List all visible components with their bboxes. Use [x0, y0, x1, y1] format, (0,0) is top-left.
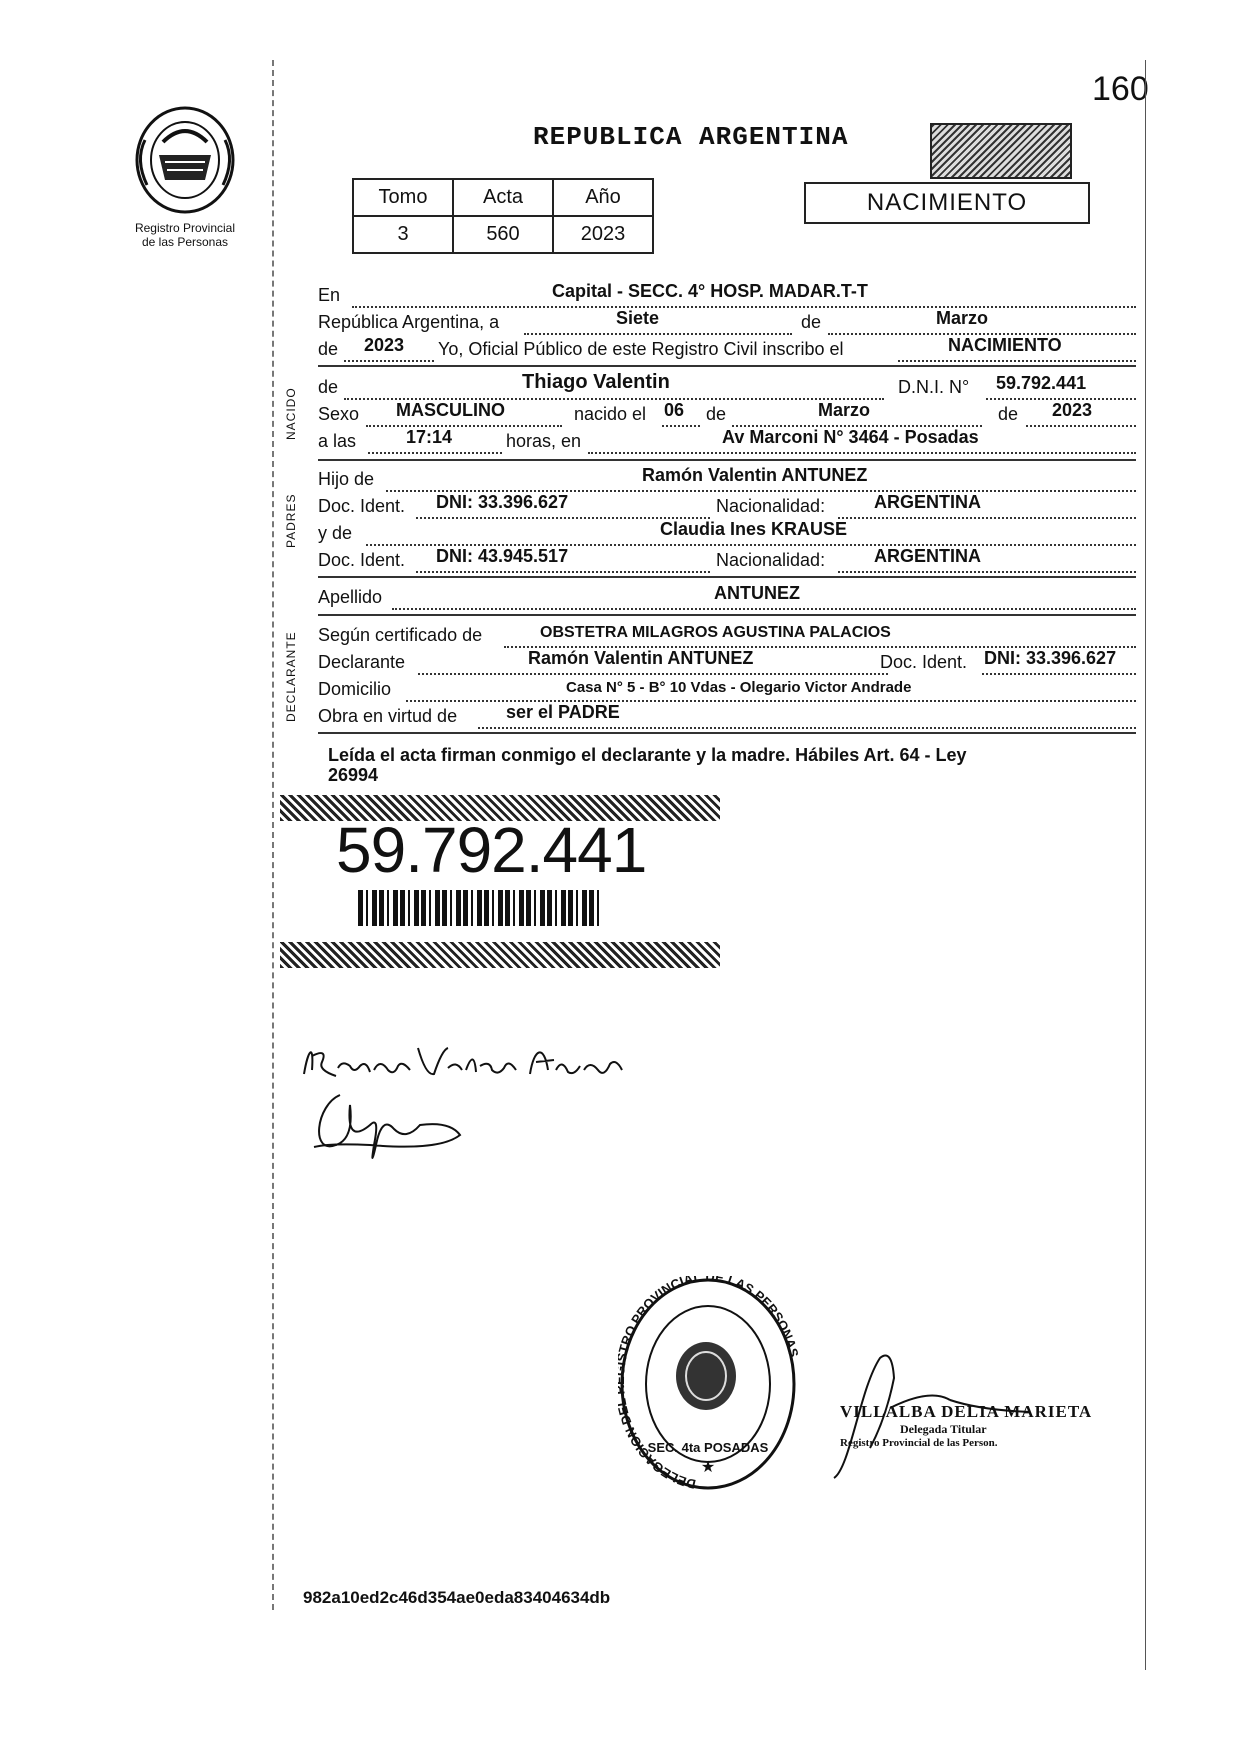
form-row-domicilio: [318, 674, 1136, 702]
mother-signature: [310, 1085, 480, 1180]
security-stamp: [930, 123, 1072, 179]
obra-value: ser el PADRE: [506, 702, 620, 722]
form-row-father: [318, 464, 1136, 492]
form-row-certificado: [318, 620, 1136, 648]
doc2-label: Doc. Ident.: [318, 550, 406, 570]
table-header: Año: [553, 179, 653, 216]
form-row-name: [318, 372, 1136, 400]
de4-label: de: [706, 404, 727, 424]
doc-type-label: NACIMIENTO: [866, 189, 1028, 216]
alas-label: a las: [318, 431, 357, 451]
horas-label: horas, en: [506, 431, 582, 451]
form-row-time: [318, 426, 1136, 454]
official-office: Registro Provincial de las Person.: [840, 1437, 998, 1449]
father-name: Ramón Valentin ANTUNEZ: [642, 465, 868, 485]
barcode: [358, 890, 602, 926]
doc3-label: Doc. Ident.: [880, 652, 968, 672]
right-border: [1145, 60, 1146, 1670]
day-value: Siete: [616, 308, 660, 328]
father-nationality: ARGENTINA: [874, 492, 981, 512]
dom-value: Casa N° 5 - B° 10 Vdas - Olegario Victor Andrade: [566, 679, 912, 696]
doc1-label: Doc. Ident.: [318, 496, 406, 516]
page-number: 160: [1092, 70, 1149, 108]
declarante-side-label: DECLARANTE: [284, 631, 298, 722]
seal-inner-text: SEC. 4ta POSADAS: [647, 1440, 769, 1455]
yde-label: y de: [318, 523, 353, 543]
mother-doc: DNI: 43.945.517: [436, 546, 569, 566]
de3-label: de: [318, 377, 339, 397]
hijo-label: Hijo de: [318, 469, 375, 489]
closing-text: [328, 745, 967, 785]
segun-label: Según certificado de: [318, 625, 483, 645]
inscribo-value: NACIMIENTO: [948, 335, 1062, 355]
month-value: Marzo: [936, 308, 989, 328]
registry-name-line1: Registro Provincial: [134, 221, 236, 235]
de5-label: de: [998, 404, 1019, 424]
mother-nationality: ARGENTINA: [874, 546, 981, 566]
sexo-value: MASCULINO: [396, 400, 505, 420]
table-cell: 2023: [553, 216, 653, 253]
table-cell: 3: [353, 216, 453, 253]
de-label: de: [801, 312, 822, 332]
registry-name: [115, 221, 255, 249]
en-value: Capital - SECC. 4° HOSP. MADAR.T-T: [552, 281, 868, 301]
registry-logo: [125, 100, 245, 223]
official-block: [840, 1402, 1092, 1449]
section-divider: [318, 576, 1136, 578]
form-row-obra: [318, 701, 1136, 729]
child-name: Thiago Valentin: [522, 371, 670, 393]
official-role: Delegada Titular: [900, 1422, 987, 1436]
decorative-band: [280, 942, 720, 968]
doc-type-box: [804, 182, 1090, 224]
table-header: Tomo: [353, 179, 453, 216]
barcode-number: 59.792.441: [336, 814, 647, 886]
volume-table: [352, 178, 654, 254]
form-row-en: [318, 280, 1136, 308]
decl-value: Ramón Valentin ANTUNEZ: [528, 648, 754, 668]
decl-doc: DNI: 33.396.627: [984, 648, 1117, 668]
section-divider: [318, 732, 1136, 734]
form-row-date: [318, 307, 1136, 335]
nacido-label: nacido el: [574, 404, 647, 424]
republica-label: República Argentina, a: [318, 312, 500, 332]
birth-month: Marzo: [818, 400, 871, 420]
registry-name-line2: de las Personas: [141, 235, 229, 249]
apellido-label: Apellido: [318, 587, 383, 607]
place-value: Av Marconi N° 3464 - Posadas: [722, 427, 979, 447]
dni-label: D.N.I. N°: [898, 377, 970, 397]
en-label: En: [318, 285, 341, 305]
apellido-value: ANTUNEZ: [714, 583, 800, 603]
father-doc: DNI: 33.396.627: [436, 492, 569, 512]
left-margin-line: [272, 60, 274, 1610]
form-row-sex: [318, 399, 1136, 427]
section-divider: [318, 614, 1136, 616]
nacido-side-label: NACIDO: [284, 387, 298, 440]
form-row-mother-doc: [318, 545, 1136, 573]
hora-value: 17:14: [406, 427, 453, 447]
obra-label: Obra en virtud de: [318, 706, 458, 726]
closing-line2: 26994: [328, 765, 379, 785]
page-title: REPUBLICA ARGENTINA: [533, 122, 849, 152]
section-divider: [318, 459, 1136, 461]
dom-label: Domicilio: [318, 679, 392, 699]
birth-year: 2023: [1052, 400, 1093, 420]
table-header: Acta: [453, 179, 553, 216]
de2-label: de: [318, 339, 339, 359]
table-cell: 560: [453, 216, 553, 253]
official-name: VILLALBA DELIA MARIETA: [840, 1402, 1093, 1421]
star-icon: ★: [700, 1459, 716, 1476]
birth-day: 06: [664, 400, 685, 420]
form-row-mother: [318, 518, 1136, 546]
form-row-father-doc: [318, 491, 1136, 519]
form-row-apellido: [318, 582, 1136, 610]
form-row-declarante: [318, 647, 1136, 675]
segun-value: OBSTETRA MILAGROS AGUSTINA PALACIOS: [540, 624, 891, 641]
closing-line1: Leída el acta firman conmigo el declarante y la madre. Hábiles Art. 64 - Ley: [328, 745, 967, 765]
document-hash: 982a10ed2c46d354ae0eda83404634db: [303, 1588, 611, 1607]
nac2-label: Nacionalidad:: [716, 550, 826, 570]
official-seal: [618, 1276, 798, 1501]
inscribo-label: Yo, Oficial Público de este Registro Civil inscribo el: [438, 339, 844, 359]
padres-side-label: PADRES: [284, 493, 298, 548]
form-row-inscribo: [318, 334, 1136, 362]
sexo-label: Sexo: [318, 404, 360, 424]
mother-name: Claudia Ines KRAUSE: [660, 519, 848, 539]
decl-label: Declarante: [318, 652, 406, 672]
seal-ring-text: DELEGACION D RO PROVINCIAL DE LAS PERSONA: [618, 1276, 798, 1492]
section-divider: [318, 365, 1136, 367]
child-dni: 59.792.441: [996, 373, 1087, 393]
nac1-label: Nacionalidad:: [716, 496, 826, 516]
year-value: 2023: [364, 335, 405, 355]
